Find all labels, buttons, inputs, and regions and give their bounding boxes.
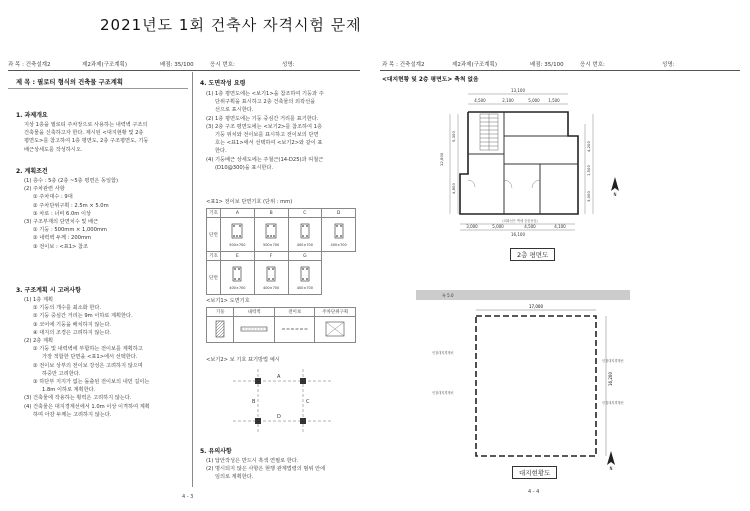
site-side-label: 인접대지경계선 <box>602 401 624 405</box>
s4-line: (2) 1층 평면도에는 기둥 중심간 거리를 표기한다. <box>206 115 319 122</box>
plan-dim-bottom: 5,000 <box>492 224 504 229</box>
s2-body <box>24 177 118 251</box>
s3-body <box>24 296 150 419</box>
right-info-score: 배점: 35/100 <box>530 62 564 68</box>
legend2-label: B <box>252 399 256 405</box>
right-info-examno: 응시 번호: <box>580 62 605 68</box>
legend2-label: C <box>306 399 310 405</box>
legend2-column <box>255 418 261 424</box>
legend1-caption: <보기1> 도면기호 <box>206 298 250 304</box>
s3-line: ② 기둥 중심간 거리는 9m 이하로 계획한다. <box>33 313 133 320</box>
plan-dim-top: 1,500 <box>548 98 560 103</box>
table1-cell: B <box>254 209 288 218</box>
beam-section-icon <box>292 223 318 241</box>
left-header-rule <box>8 70 360 71</box>
s3-line: 1.8m 이하로 계획한다. <box>42 387 96 394</box>
parking-unit-symbol-icon <box>320 319 350 339</box>
s2-line: ① 기둥 : 500mm × 1,000mm <box>33 227 107 234</box>
page-number-left: 4 - 3 <box>182 494 194 500</box>
s3-line: (4) 건축물은 대지경계선에서 1.0m 이상 이격하여 계획 <box>24 403 150 410</box>
table1-section <box>288 261 322 295</box>
table1-head: 단면 <box>207 218 221 252</box>
s5-body <box>206 457 325 482</box>
s2-line: ③ 차로 : 너비 6.0m 이상 <box>33 210 92 217</box>
plan-dim-bottom-total: 16,100 <box>511 232 525 237</box>
table1-cell: A <box>221 209 255 218</box>
s3-heading: 3. 구조계획 시 고려사항 <box>16 287 81 294</box>
s5-line: (2) 명시되지 않은 사항은 현행 관계법령의 범위 안에 <box>206 466 326 473</box>
plan-dim-bottom: 3,000 <box>466 224 478 229</box>
s3-line: ① 기둥 및 내력벽에 부합하는 전이보를 계획하고 <box>33 346 143 353</box>
road-label: 폭 5.0 <box>442 293 454 298</box>
site-plan-label: 대지현황도 <box>512 466 557 479</box>
table1-dim: 500×700 <box>262 242 280 247</box>
plan-dim-top: 5,000 <box>528 98 540 103</box>
plan-dim-top: 4,500 <box>474 98 486 103</box>
s5-line: 임의로 계획한다. <box>215 474 254 481</box>
s3-line: ③ 하단부 지지가 없는 돌출된 전이보의 내민 길이는 <box>33 379 150 386</box>
column-symbol-icon <box>210 319 230 339</box>
table1-dim: 400×700 <box>229 285 246 290</box>
legend2-label: D <box>277 414 281 420</box>
north-arrow-icon <box>608 176 622 196</box>
beam-section-icon <box>224 266 250 284</box>
table1-dim: 400×700 <box>296 285 314 290</box>
table1-section <box>322 218 356 252</box>
legend1-head: 주차단위구획 <box>315 308 356 317</box>
site-side-label: 인접대지경계선 <box>432 351 454 355</box>
north-arrow-icon <box>604 450 618 470</box>
right-info-name: 성명: <box>662 62 675 68</box>
legend1-head: 기둥 <box>207 308 234 317</box>
s1-line: 지상 1층을 필로티 주차장으로 사용하는 내력벽 구조의 <box>24 122 148 128</box>
s4-body <box>206 90 324 172</box>
s4-line: (4) 기둥배근 상세도에는 주철근(14-D25)과 띠철근 <box>206 156 324 163</box>
plan-dim-left: 4,800 <box>451 183 456 194</box>
s3-line: ③ 코어에 기둥을 배치하지 않는다. <box>33 321 112 328</box>
s3-line: 가장 적합한 단면을 <표1>에서 선택한다. <box>42 354 138 361</box>
beam-section-icon <box>258 223 284 241</box>
legend2-column <box>255 378 261 384</box>
s4-line: (3) 2층 구조 평면도에는 <보기2>를 참조하여 1층 <box>206 123 323 130</box>
s3-line: (3) 건축물에 작용하는 횡력은 고려하지 않는다. <box>24 395 132 402</box>
s2-line: ② 내력벽 두께 : 200mm <box>33 235 92 242</box>
table1-section <box>288 218 322 252</box>
plan-dim-right: 4,200 <box>586 141 591 152</box>
left-info-task: 제2과제(구조계획) <box>82 62 127 68</box>
exam-title: 2021년도 1회 건축사 자격시험 문제 <box>100 16 362 34</box>
beam-section-icon <box>292 266 318 284</box>
table1-caption: <표1> 전이보 단면기호 (단위 : mm) <box>206 199 293 205</box>
beam-section-icon <box>258 266 284 284</box>
legend1-parking-symbol <box>315 317 356 343</box>
s2-line: ① 주차대수 : 9대 <box>33 194 73 201</box>
table1-dim: 400×700 <box>296 242 314 247</box>
left-info-examno: 응시 번호: <box>210 62 235 68</box>
right-info-task: 제2과제(구조계획) <box>452 62 497 68</box>
north-label: N <box>613 192 617 197</box>
s5-line: (1) 답안작성은 반드시 흑색 연필로 한다. <box>206 458 299 464</box>
legend2-column <box>300 418 306 424</box>
table1-empty <box>322 261 356 295</box>
legend1-head: 내력벽 <box>234 308 275 317</box>
problem-title: 제 목 : 필로티 형식의 건축물 구조계획 <box>16 79 123 86</box>
floor-plan-label: 2층 평면도 <box>510 248 555 261</box>
plan-dim-top: 2,100 <box>502 98 514 103</box>
right-heading: <대지현황 및 2층 평면도> 축척 없음 <box>382 77 479 83</box>
plan-dim-right: 3,000 <box>586 191 591 202</box>
s4-heading: 4. 도면작성 요령 <box>200 80 246 87</box>
s5-heading: 5. 유의사항 <box>200 448 232 455</box>
table1-head: 기호 <box>207 252 221 261</box>
s2-line: (3) 구조부재의 단면치수 및 배근 <box>24 219 99 226</box>
s4-line: (D10@300)을 표시한다. <box>215 164 274 171</box>
site-boundary <box>476 316 596 456</box>
s2-heading: 2. 계획조건 <box>16 168 48 175</box>
plan-dim-top-total: 13,100 <box>511 88 525 93</box>
s4-line: 호는 <표1>에서 선택하여 <보기2>와 같이 표 <box>215 140 323 147</box>
plan-dim-left-total: 12,800 <box>439 152 444 166</box>
s3-line: (1) 1층 계획 <box>24 297 53 303</box>
wall-symbol-icon <box>239 319 269 339</box>
legend2-label: A <box>277 374 281 380</box>
legend1-column-symbol <box>207 317 234 343</box>
right-header-rule <box>380 70 740 71</box>
s3-line: ② 전이보 상부의 전이보 강성은 고려하지 않으며 <box>33 362 143 369</box>
s3-line: (2) 2층 계획 <box>24 338 53 345</box>
table1-dim: 400×700 <box>330 242 347 247</box>
table1-section <box>221 261 255 295</box>
s4-line: 단위구획을 표시하고 2층 건축물의 외곽선을 <box>215 99 316 106</box>
plan-note: (외곽선은 벽체 중심선임) <box>502 219 538 223</box>
s2-line: (2) 주차관련 사항 <box>24 186 65 193</box>
site-width: 17,000 <box>529 304 543 309</box>
table1-dim: 500×700 <box>229 242 246 247</box>
legend1-wall-symbol <box>234 317 275 343</box>
legend1-head: 전이보 <box>274 308 315 317</box>
s1-line: 건축물을 신축하고자 한다. 제시된 <대지현황 및 2층 <box>24 130 144 137</box>
beam-section-icon <box>224 223 250 241</box>
north-label: N <box>609 466 613 471</box>
plan-dim-bottom: 4,500 <box>524 224 536 229</box>
table1-section <box>254 261 288 295</box>
plan-dim-right: 1,500 <box>586 165 591 176</box>
s4-line: 기둥 위치와 전이보를 표시하고 전이보의 단면 <box>215 132 319 139</box>
table1 <box>206 208 356 295</box>
site-side-label: 인접대지경계선 <box>602 359 624 363</box>
plan-dim-bottom: 4,100 <box>554 224 566 229</box>
table1-empty <box>322 252 356 261</box>
table1-head: 기호 <box>207 209 221 218</box>
legend1-beam-symbol <box>274 317 315 343</box>
s1-line: 평면도>를 참고하여 1층 평면도, 2층 구조평면도, 기둥 <box>24 138 149 145</box>
legend2-diagram <box>228 366 338 436</box>
s4-line: 선으로 표시한다. <box>215 107 254 114</box>
left-info-score: 배점: 35/100 <box>160 62 194 68</box>
site-depth: 16,200 <box>608 372 613 386</box>
s4-line: 한다. <box>215 148 227 155</box>
transfer-beam-symbol-icon <box>280 319 310 339</box>
page-number-right: 4 - 4 <box>528 489 540 495</box>
s3-line: ④ 대지의 조경은 고려하지 않는다. <box>33 329 112 336</box>
table1-section <box>221 218 255 252</box>
site-plan <box>412 286 642 468</box>
plan-dim-left: 5,300 <box>451 131 456 142</box>
legend2-caption: <보기2> 보 기호 표기방법 예시 <box>206 357 280 363</box>
table1-cell: E <box>221 252 255 261</box>
table1-head: 단면 <box>207 261 221 295</box>
beam-section-icon <box>326 223 352 241</box>
table1-cell: G <box>288 252 322 261</box>
left-info-subject: 과 목 : 건축설계2 <box>8 62 51 68</box>
s3-line: 하며 아감 두께는 고려하지 않는다. <box>33 411 112 418</box>
column-divider <box>192 72 193 487</box>
legend1-table <box>206 307 356 343</box>
title-rule <box>8 88 188 89</box>
legend2-column <box>300 378 306 384</box>
s1-body <box>24 121 148 154</box>
s3-line: 하중만 고려한다. <box>42 370 81 377</box>
s4-line: (1) 1층 평면도에는 <보기1>을 참조하여 기둥과 주 <box>206 91 324 97</box>
s2-line: ② 주차단위구획 : 2.5m × 5.0m <box>33 202 109 209</box>
s2-line: ③ 전이보 : <표1> 참조 <box>33 243 89 250</box>
s2-line: (1) 층수 : 5층 (2층 ~5층 평면은 동일함) <box>24 178 119 184</box>
table1-cell: F <box>254 252 288 261</box>
right-info-subject: 과 목 : 건축설계2 <box>382 62 425 68</box>
table1-cell: D <box>322 209 356 218</box>
s1-heading: 1. 과제개요 <box>16 112 48 119</box>
site-side-label: 인접대지경계선 <box>432 391 454 395</box>
left-info-name: 성명: <box>282 62 295 68</box>
table1-dim: 400×700 <box>262 285 280 290</box>
table1-section <box>254 218 288 252</box>
floor-plan-2f <box>440 84 600 264</box>
s3-line: ① 기둥의 개수를 최소화 한다. <box>33 305 102 312</box>
s1-line: 배근상세도를 작성하시오. <box>24 146 83 153</box>
table1-cell: C <box>288 209 322 218</box>
